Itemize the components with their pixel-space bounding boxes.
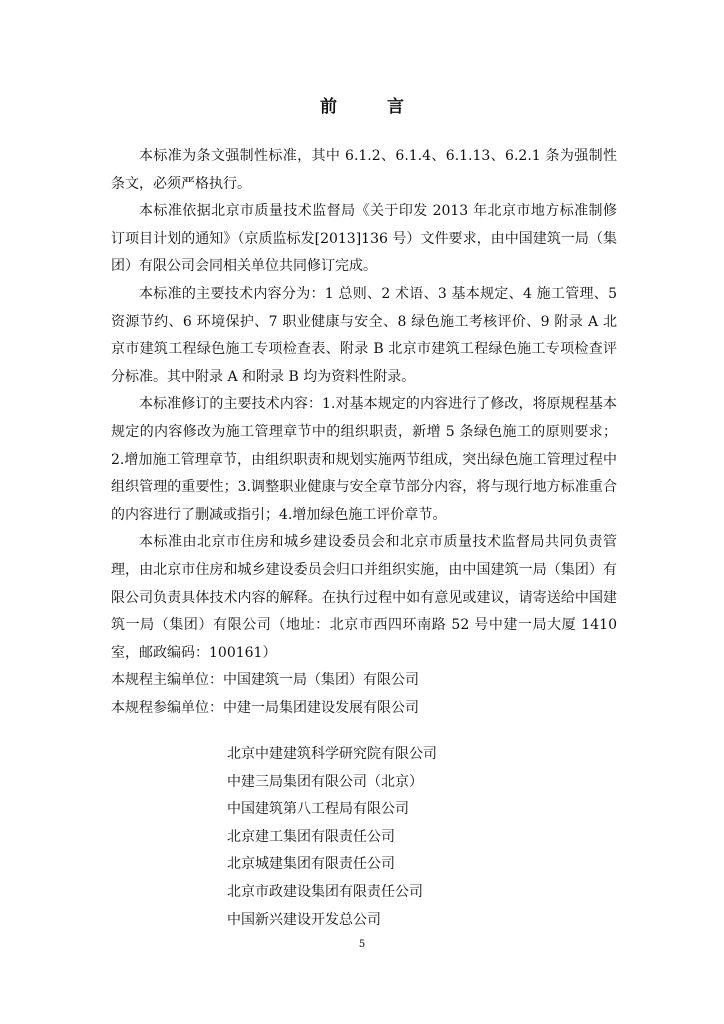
participating-unit: 北京市政建设集团有限责任公司 — [227, 883, 423, 900]
participating-units-list — [227, 741, 437, 934]
document-body — [111, 143, 617, 722]
participating-unit: 北京城建集团有限责任公司 — [227, 856, 395, 873]
page-number: 5 — [358, 939, 366, 950]
paragraph-management: 本标准由北京市住房和城乡建设委员会和北京市质量技术监督局共同负责管理，由北京市住房和城乡建设委员会归口并组织实施，由中国建筑一局（集团）有限公司负责具体技术内容的解释。在执行过程中如有意见或建议，请寄送给中国建筑一局（集团）有限公司（地址：北京市西四环南路 52 号中建一局大厦 1410 室，邮政编码：100161） — [111, 534, 617, 661]
participating-units-label-row — [111, 695, 617, 723]
participating-unit: 北京建工集团有限责任公司 — [227, 828, 395, 845]
participating-unit: 中建一局集团建设发展有限公司 — [223, 699, 419, 716]
participating-unit: 中国新兴建设开发总公司 — [227, 911, 381, 928]
paragraph-basis: 本标准依据北京市质量技术监督局《关于印发 2013 年北京市地方标准制修订项目计划的通知》（京质监标发[2013]136 号）文件要求，由中国建筑一局（集团）有限公司会同相关单位共同修订完成。 — [111, 203, 617, 275]
paragraph-mandatory-clauses: 本标准为条文强制性标准，其中 6.1.2、6.1.4、6.1.13、6.2.1 条为强制性条文，必须严格执行。 — [111, 148, 617, 192]
participating-units-label: 本规程参编单位： — [111, 699, 223, 716]
page-title: 前 言 — [320, 97, 426, 117]
paragraph-main-contents: 本标准的主要技术内容分为：1 总则、2 术语、3 基本规定、4 施工管理、5 资源节约、6 环境保护、7 职业健康与安全、8 绿色施工考核评价、9 附录 A 北京市建筑工程绿色施工专项检查表、附录 B 北京市建筑工程绿色施工专项检查评分标准。其中附录 A 和附录 B 均为资料性附录。 — [111, 285, 617, 385]
participating-unit: 北京中建建筑科学研究院有限公司 — [227, 746, 437, 762]
chief-editor-unit: 本规程主编单位：中国建筑一局（集团）有限公司 — [111, 672, 419, 689]
participating-unit: 中国建筑第八工程局有限公司 — [227, 801, 409, 818]
participating-unit: 中建三局集团有限公司（北京） — [227, 773, 423, 790]
paragraph-revision-contents: 本标准修订的主要技术内容：1.对基本规定的内容进行了修改，将原规程基本规定的内容修改为施工管理章节中的组织职责，新增 5 条绿色施工的原则要求；2.增加施工管理章节，由组织职责和规划实施两节组成，突出绿色施工管理过程中组织管理的重要性；3.调整职业健康与安全章节部分内容，将与现行地方标准重合的内容进行了删减或指引；4.增加绿色施工评价章节。 — [111, 396, 617, 523]
